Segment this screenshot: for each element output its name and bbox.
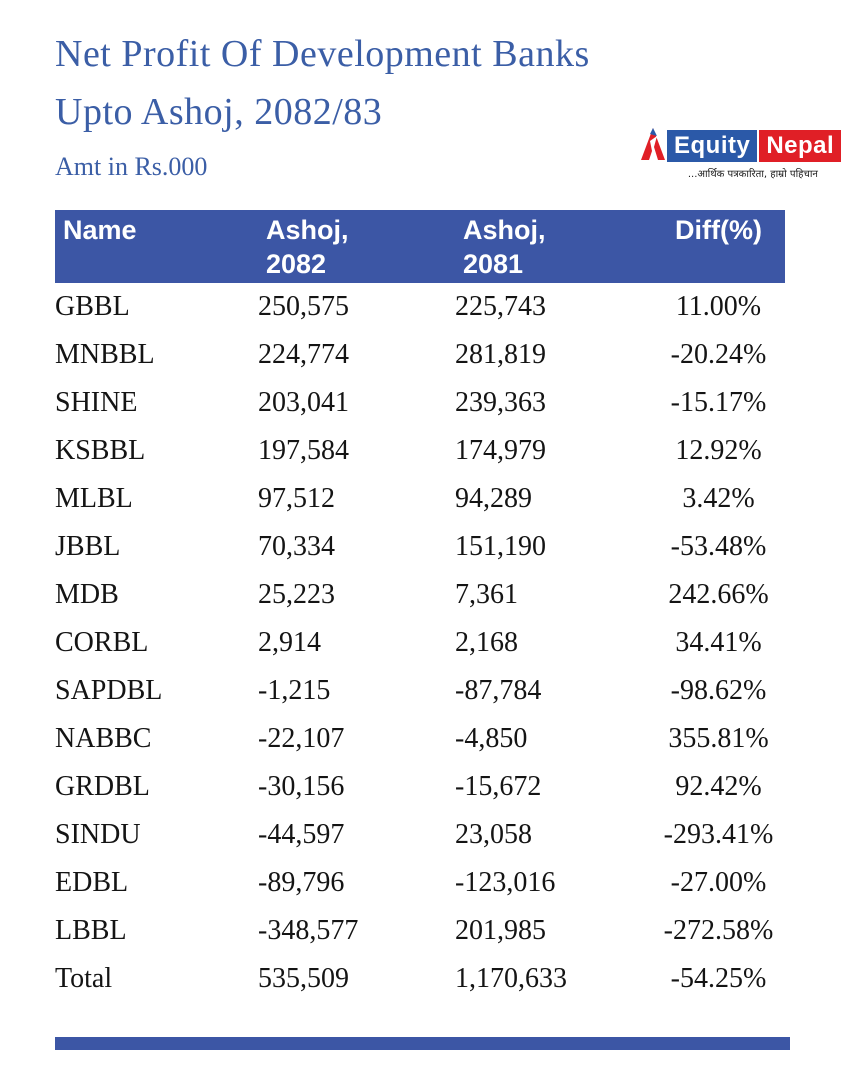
cell-ashoj-2081: -87,784 bbox=[455, 675, 542, 706]
table-row bbox=[55, 379, 785, 427]
table-row bbox=[55, 955, 785, 1003]
cell-bank-name: LBBL bbox=[55, 915, 127, 946]
cell-diff-percent: -272.58% bbox=[663, 915, 774, 946]
cell-diff-percent: -15.17% bbox=[670, 387, 767, 418]
table-row bbox=[55, 523, 785, 571]
cell-bank-name: SHINE bbox=[55, 387, 138, 418]
table-row bbox=[55, 571, 785, 619]
cell-bank-name: KSBBL bbox=[55, 435, 146, 466]
page-title-line1: Net Profit Of Development Banks bbox=[55, 33, 590, 75]
table-row bbox=[55, 715, 785, 763]
cell-ashoj-2082: -1,215 bbox=[258, 675, 331, 706]
table-row bbox=[55, 475, 785, 523]
mountain-icon bbox=[641, 127, 665, 166]
cell-bank-name: GBBL bbox=[55, 291, 130, 322]
cell-ashoj-2081: 94,289 bbox=[455, 483, 532, 514]
cell-ashoj-2081: 151,190 bbox=[455, 531, 546, 562]
cell-diff-percent: -293.41% bbox=[663, 819, 774, 850]
cell-diff-percent: -27.00% bbox=[670, 867, 767, 898]
cell-bank-name: MDB bbox=[55, 579, 119, 610]
footer-bar bbox=[55, 1037, 790, 1050]
cell-bank-name: CORBL bbox=[55, 627, 149, 658]
cell-ashoj-2081: 201,985 bbox=[455, 915, 546, 946]
table-row bbox=[55, 283, 785, 331]
cell-bank-name: JBBL bbox=[55, 531, 121, 562]
cell-ashoj-2081: 1,170,633 bbox=[455, 963, 567, 994]
cell-bank-name: MNBBL bbox=[55, 339, 155, 370]
table-row bbox=[55, 619, 785, 667]
cell-bank-name: NABBC bbox=[55, 723, 152, 754]
cell-ashoj-2081: 174,979 bbox=[455, 435, 546, 466]
cell-ashoj-2081: 225,743 bbox=[455, 291, 546, 322]
cell-ashoj-2081: -4,850 bbox=[455, 723, 528, 754]
cell-ashoj-2081: 2,168 bbox=[455, 627, 518, 658]
table-header-row bbox=[55, 210, 785, 283]
cell-bank-name: SAPDBL bbox=[55, 675, 163, 706]
cell-ashoj-2082: 250,575 bbox=[258, 291, 349, 322]
cell-ashoj-2082: 25,223 bbox=[258, 579, 335, 610]
page-title-line2: Upto Ashoj, 2082/83 bbox=[55, 91, 383, 133]
cell-ashoj-2082: 97,512 bbox=[258, 483, 335, 514]
cell-diff-percent: -98.62% bbox=[670, 675, 767, 706]
table-row bbox=[55, 331, 785, 379]
table-row bbox=[55, 811, 785, 859]
cell-bank-name: GRDBL bbox=[55, 771, 150, 802]
cell-bank-name: SINDU bbox=[55, 819, 141, 850]
cell-ashoj-2081: 7,361 bbox=[455, 579, 518, 610]
cell-bank-name: MLBL bbox=[55, 483, 133, 514]
cell-ashoj-2082: -348,577 bbox=[258, 915, 359, 946]
table-row bbox=[55, 427, 785, 475]
cell-ashoj-2082: 70,334 bbox=[258, 531, 335, 562]
amount-unit-note: Amt in Rs.000 bbox=[55, 152, 208, 181]
logo-tagline: ...आर्थिक पत्रकारिता, हाम्रो पहिचान bbox=[687, 169, 818, 180]
logo-nepal-wordmark: Nepal bbox=[759, 130, 841, 162]
cell-diff-percent: 12.92% bbox=[675, 435, 762, 466]
cell-diff-percent: -53.48% bbox=[670, 531, 767, 562]
cell-diff-percent: 11.00% bbox=[675, 291, 762, 322]
logo-row bbox=[641, 129, 835, 163]
cell-ashoj-2081: 281,819 bbox=[455, 339, 546, 370]
cell-diff-percent: 3.42% bbox=[682, 483, 755, 514]
table-row bbox=[55, 763, 785, 811]
table-row bbox=[55, 907, 785, 955]
cell-ashoj-2082: 535,509 bbox=[258, 963, 349, 994]
cell-diff-percent: -20.24% bbox=[670, 339, 767, 370]
cell-ashoj-2082: 2,914 bbox=[258, 627, 321, 658]
table-row bbox=[55, 667, 785, 715]
cell-diff-percent: -54.25% bbox=[670, 963, 767, 994]
cell-bank-name: EDBL bbox=[55, 867, 129, 898]
cell-bank-name: Total bbox=[55, 963, 113, 994]
cell-ashoj-2081: 239,363 bbox=[455, 387, 546, 418]
cell-ashoj-2081: -15,672 bbox=[455, 771, 542, 802]
cell-ashoj-2082: -44,597 bbox=[258, 819, 345, 850]
logo-equity-wordmark: Equity bbox=[667, 130, 757, 162]
cell-diff-percent: 92.42% bbox=[675, 771, 762, 802]
cell-ashoj-2082: 224,774 bbox=[258, 339, 349, 370]
cell-ashoj-2081: 23,058 bbox=[455, 819, 532, 850]
table-row bbox=[55, 859, 785, 907]
cell-ashoj-2082: 203,041 bbox=[258, 387, 349, 418]
cell-ashoj-2082: -22,107 bbox=[258, 723, 345, 754]
cell-diff-percent: 355.81% bbox=[668, 723, 769, 754]
column-header-name: Name bbox=[63, 215, 137, 245]
page-title bbox=[55, 25, 590, 141]
cell-ashoj-2081: -123,016 bbox=[455, 867, 556, 898]
cell-ashoj-2082: -30,156 bbox=[258, 771, 345, 802]
cell-diff-percent: 34.41% bbox=[675, 627, 762, 658]
table-body bbox=[55, 283, 785, 1003]
column-header-ashoj-2081: Ashoj, 2081 bbox=[463, 215, 546, 279]
equity-nepal-logo bbox=[641, 129, 835, 180]
cell-ashoj-2082: 197,584 bbox=[258, 435, 349, 466]
net-profit-table bbox=[55, 210, 785, 1003]
column-header-ashoj-2082: Ashoj, 2082 bbox=[266, 215, 349, 279]
cell-diff-percent: 242.66% bbox=[668, 579, 769, 610]
column-header-diff: Diff(%) bbox=[675, 215, 762, 245]
cell-ashoj-2082: -89,796 bbox=[258, 867, 345, 898]
